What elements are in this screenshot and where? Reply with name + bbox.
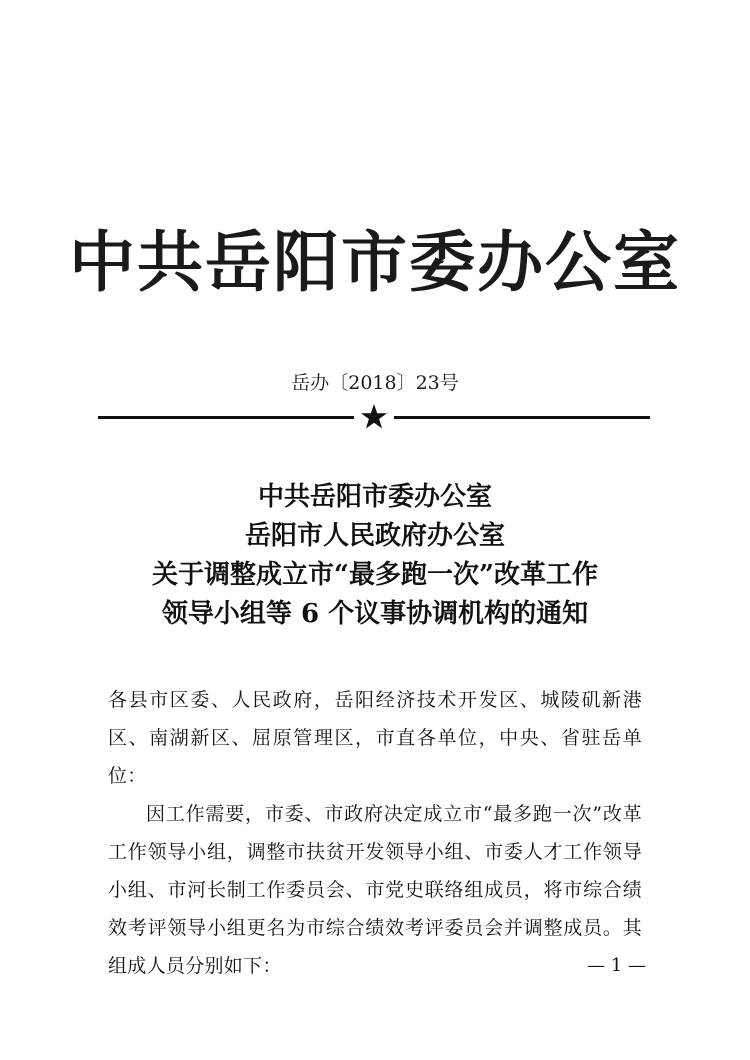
page-number: — 1 — <box>587 955 646 976</box>
divider-line-right <box>394 416 650 419</box>
body-paragraph: 因工作需要，市委、市政府决定成立市“最多跑一次”改革工作领导小组，调整市扶贫开发领导小组、市委人才工作领导小组、市河长制工作委员会、市党史联络组成员，将市综合绩效考评领导小组更名为市综合绩效考评委员会并调整成员。其组成人员分别如下： <box>108 803 642 977</box>
title-line-3: 关于调整成立市“最多跑一次”改革工作 <box>152 560 598 590</box>
star-icon <box>360 403 388 431</box>
issuing-organization-header: 中共岳阳市委办公室 <box>69 223 681 301</box>
red-header-divider <box>98 402 650 432</box>
title-line-4: 领导小组等 6 个议事协调机构的通知 <box>161 599 589 629</box>
document-number: 岳办〔2018〕23号 <box>291 372 459 394</box>
recipients-paragraph: 各县市区委、人民政府，岳阳经济技术开发区、城陵矶新港区、南湖新区、屈原管理区，市直各单位，中央、省驻岳单位： <box>108 689 642 787</box>
title-line-1: 中共岳阳市委办公室 <box>257 482 492 512</box>
divider-line-left <box>98 416 354 419</box>
document-title <box>0 478 750 634</box>
title-line-2: 岳阳市人民政府办公室 <box>244 521 505 551</box>
document-body <box>108 681 642 985</box>
